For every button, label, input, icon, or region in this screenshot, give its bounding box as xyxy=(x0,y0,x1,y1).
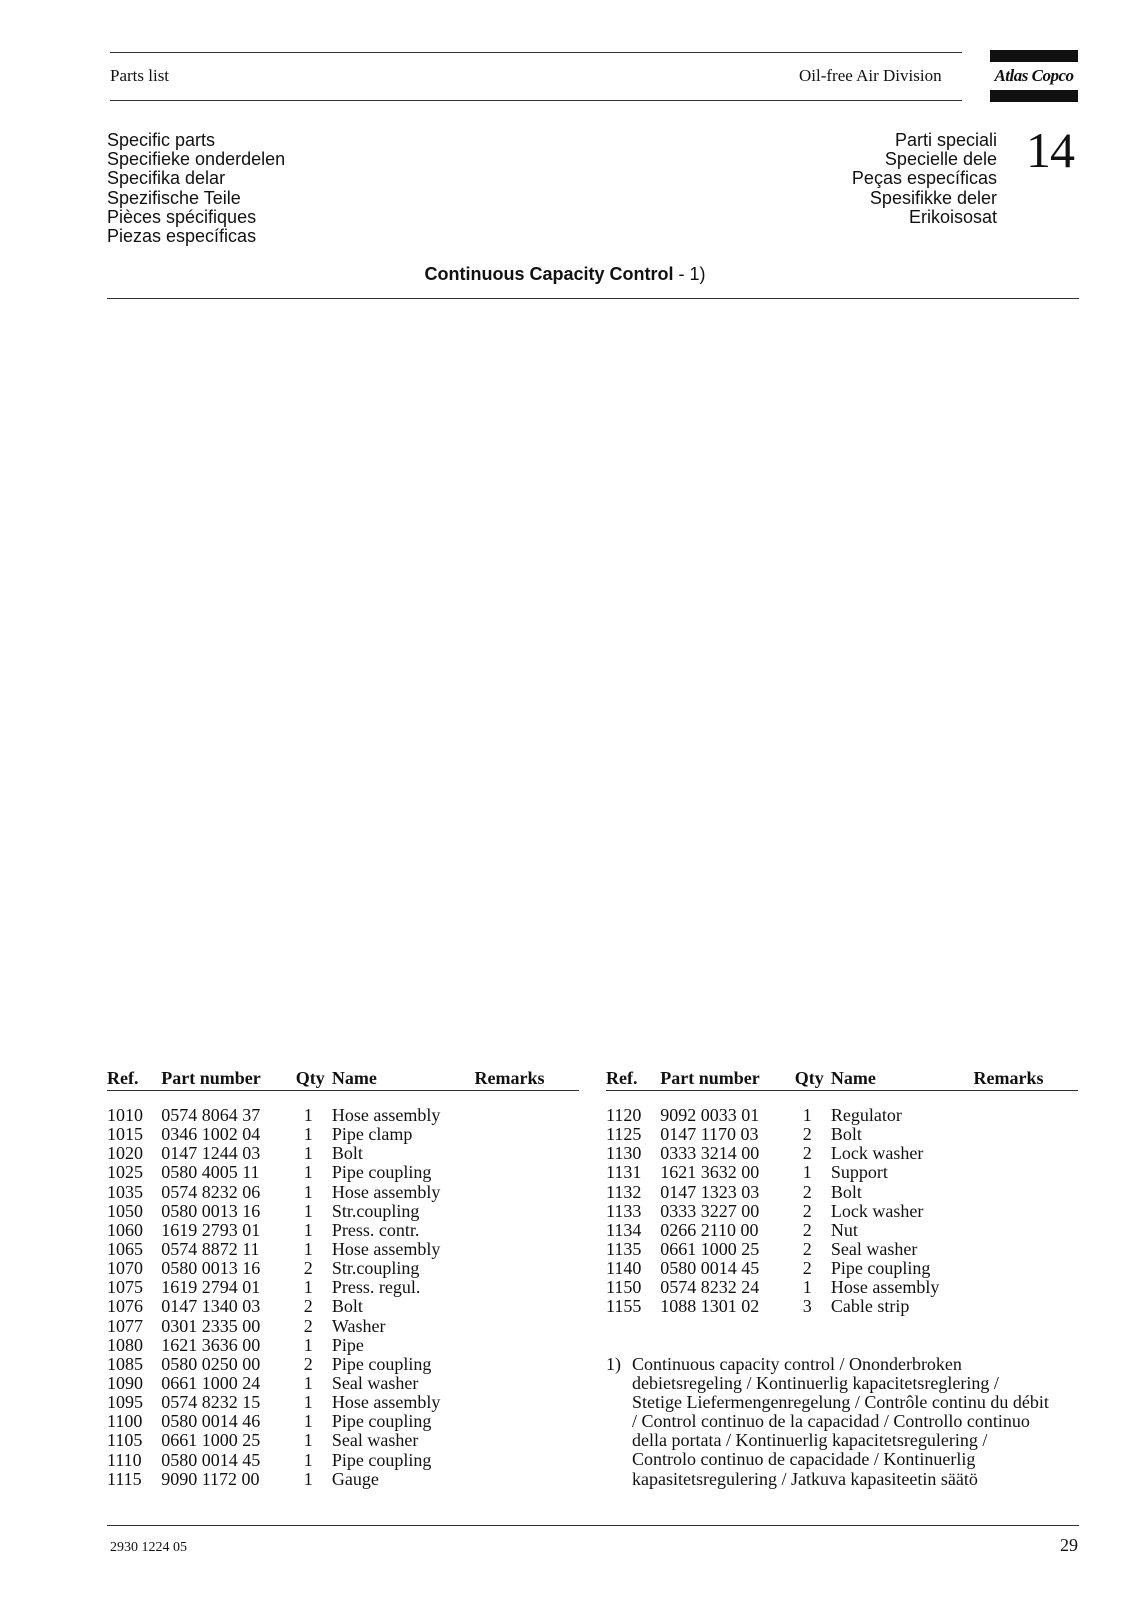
remarks-cell xyxy=(475,1451,579,1470)
section-name: Spezifische Teile xyxy=(107,187,241,208)
remarks-cell xyxy=(475,1355,579,1374)
table-row xyxy=(107,1431,579,1450)
ref-cell: 1025 xyxy=(107,1162,143,1183)
name-cell: Bolt xyxy=(331,1296,363,1317)
spacer-row xyxy=(606,1091,1078,1107)
col-qty: Qty xyxy=(794,1068,824,1088)
name-cell: Hose assembly xyxy=(331,1392,441,1413)
ref-cell: 1125 xyxy=(606,1124,642,1145)
section-name: Piezas específicas xyxy=(107,226,257,247)
ref-cell: 1140 xyxy=(606,1258,642,1279)
spacer-cell xyxy=(107,1091,579,1107)
part-number-cell: 0574 8872 11 xyxy=(161,1238,260,1259)
parts-rows-left xyxy=(107,1091,579,1489)
ref-cell: 1115 xyxy=(107,1468,142,1489)
table-row xyxy=(606,1297,1078,1316)
part-number-cell: 0346 1002 04 xyxy=(161,1124,261,1145)
name-cell: Bolt xyxy=(830,1181,862,1202)
table-row xyxy=(107,1240,579,1259)
table-row xyxy=(606,1106,1078,1125)
ref-cell: 1105 xyxy=(107,1430,143,1451)
name-cell: Press. regul. xyxy=(331,1277,421,1298)
part-number-cell: 0661 1000 25 xyxy=(660,1238,760,1259)
qty-cell: 1 xyxy=(303,1449,313,1470)
table-row xyxy=(107,1221,579,1240)
name-cell: Pipe xyxy=(331,1334,364,1355)
ref-cell: 1070 xyxy=(107,1258,143,1279)
section-name: Erikoisosat xyxy=(908,206,997,227)
part-number-cell: 0580 0013 16 xyxy=(161,1200,261,1221)
logo-bottom-bar xyxy=(990,90,1078,102)
name-cell: Washer xyxy=(331,1315,386,1336)
part-number-cell: 0147 1340 03 xyxy=(161,1296,261,1317)
qty-cell: 1 xyxy=(303,1162,313,1183)
part-number-cell: 0147 1170 03 xyxy=(660,1124,759,1145)
remarks-cell xyxy=(974,1297,1078,1316)
table-row xyxy=(107,1355,579,1374)
remarks-cell xyxy=(974,1144,1078,1163)
qty-cell: 2 xyxy=(802,1124,812,1145)
remarks-cell xyxy=(974,1125,1078,1144)
qty-cell: 1 xyxy=(303,1372,313,1393)
table-row xyxy=(107,1259,579,1278)
remarks-cell xyxy=(475,1297,579,1316)
name-cell: Pipe coupling xyxy=(331,1411,432,1432)
part-number-cell: 0574 8064 37 xyxy=(161,1105,261,1125)
part-number-cell: 0301 2335 00 xyxy=(161,1315,261,1336)
part-number-cell: 1088 1301 02 xyxy=(660,1296,760,1317)
remarks-cell xyxy=(475,1202,579,1221)
qty-cell: 1 xyxy=(303,1277,313,1298)
qty-cell: 2 xyxy=(802,1258,812,1279)
qty-cell: 2 xyxy=(303,1315,313,1336)
col-remarks: Remarks xyxy=(474,1068,545,1088)
page-number: 29 xyxy=(1060,1535,1078,1555)
table-row xyxy=(606,1163,1078,1182)
part-number-cell: 0580 4005 11 xyxy=(161,1162,260,1183)
page-title xyxy=(0,264,1130,285)
table-row xyxy=(606,1183,1078,1202)
section-name: Specific parts xyxy=(107,130,216,150)
qty-cell: 1 xyxy=(303,1143,313,1164)
name-cell: Pipe coupling xyxy=(830,1258,931,1279)
remarks-cell xyxy=(475,1125,579,1144)
name-cell: Hose assembly xyxy=(331,1181,441,1202)
remarks-cell xyxy=(475,1240,579,1259)
remarks-cell xyxy=(475,1183,579,1202)
name-cell: Seal washer xyxy=(331,1372,419,1393)
footnote-line: Controlo continuo de capacidade / Kontinuerlig xyxy=(632,1449,976,1470)
name-cell: Gauge xyxy=(331,1468,379,1489)
logo-top-bar xyxy=(990,50,1078,62)
qty-cell: 2 xyxy=(303,1258,313,1279)
section-names-left xyxy=(107,131,285,246)
qty-cell: 2 xyxy=(802,1238,812,1259)
ref-cell: 1010 xyxy=(107,1105,143,1125)
table-row xyxy=(606,1240,1078,1259)
logo-wordmark: Atlas Copco xyxy=(994,66,1074,85)
part-number-cell: 0661 1000 25 xyxy=(161,1430,261,1451)
part-number-cell: 0574 8232 24 xyxy=(660,1277,760,1298)
qty-cell: 2 xyxy=(303,1296,313,1317)
table-header-row xyxy=(606,1068,1078,1091)
table-row xyxy=(107,1163,579,1182)
table-row xyxy=(107,1470,579,1489)
ref-cell: 1110 xyxy=(107,1449,142,1470)
table-row xyxy=(107,1297,579,1316)
ref-cell: 1077 xyxy=(107,1315,143,1336)
name-cell: Lock washer xyxy=(830,1143,924,1164)
title-rule xyxy=(107,298,1079,299)
ref-cell: 1100 xyxy=(107,1411,143,1432)
col-name: Name xyxy=(830,1068,876,1088)
table-row xyxy=(606,1278,1078,1297)
part-number-cell: 0333 3214 00 xyxy=(660,1143,760,1164)
footnote-line: debietsregeling / Kontinuerlig kapacitetsreglering / xyxy=(632,1373,999,1394)
table-row xyxy=(606,1221,1078,1240)
ref-cell: 1065 xyxy=(107,1238,143,1259)
ref-cell: 1135 xyxy=(606,1238,642,1259)
footnote-line: / Control continuo de la capacidad / Controllo continuo xyxy=(632,1411,1030,1432)
remarks-cell xyxy=(475,1412,579,1431)
qty-cell: 2 xyxy=(303,1353,313,1374)
ref-cell: 1133 xyxy=(606,1200,642,1221)
col-part-number: Part number xyxy=(161,1068,261,1088)
remarks-cell xyxy=(475,1470,579,1489)
table-row xyxy=(107,1336,579,1355)
name-cell: Regulator xyxy=(830,1105,902,1125)
remarks-cell xyxy=(475,1278,579,1297)
col-name: Name xyxy=(331,1068,377,1088)
name-cell: Bolt xyxy=(331,1143,363,1164)
part-number-cell: 9092 0033 01 xyxy=(660,1105,760,1125)
footnote-marker: 1) xyxy=(606,1354,621,1374)
table-header-row xyxy=(107,1068,579,1091)
ref-cell: 1035 xyxy=(107,1181,143,1202)
qty-cell: 3 xyxy=(802,1296,812,1317)
remarks-cell xyxy=(475,1374,579,1393)
remarks-cell xyxy=(974,1240,1078,1259)
section-name: Specifika delar xyxy=(107,168,226,189)
parts-table-right xyxy=(606,1068,1078,1317)
ref-cell: 1050 xyxy=(107,1200,143,1221)
footnote-line: della portata / Kontinuerlig kapacitetsregulering / xyxy=(632,1430,988,1451)
table-row xyxy=(107,1451,579,1470)
table-row xyxy=(107,1317,579,1336)
footnote-line: Continuous capacity control / Ononderbroken xyxy=(632,1354,962,1374)
qty-cell: 1 xyxy=(303,1430,313,1451)
part-number-cell: 9090 1172 00 xyxy=(161,1468,260,1489)
name-cell: Hose assembly xyxy=(331,1238,441,1259)
col-ref: Ref. xyxy=(606,1068,638,1088)
name-cell: Lock washer xyxy=(830,1200,924,1221)
part-number-cell: 0574 8232 15 xyxy=(161,1392,261,1413)
table-row xyxy=(107,1393,579,1412)
col-part-number: Part number xyxy=(660,1068,760,1088)
name-cell: Str.coupling xyxy=(331,1258,420,1279)
remarks-cell xyxy=(475,1393,579,1412)
ref-cell: 1095 xyxy=(107,1392,143,1413)
name-cell: Pipe coupling xyxy=(331,1353,432,1374)
qty-cell: 1 xyxy=(303,1468,313,1489)
document-number: 2930 1224 05 xyxy=(110,1540,187,1555)
name-cell: Cable strip xyxy=(830,1296,910,1317)
section-name: Pièces spécifiques xyxy=(107,206,257,227)
header-division: Oil-free Air Division xyxy=(799,66,942,85)
part-number-cell: 0580 0013 16 xyxy=(161,1258,261,1279)
ref-cell: 1015 xyxy=(107,1124,143,1145)
remarks-cell xyxy=(974,1221,1078,1240)
section-name: Specielle dele xyxy=(884,149,997,170)
atlas-copco-logo xyxy=(990,50,1078,102)
table-row xyxy=(107,1374,579,1393)
footer-rule xyxy=(107,1525,1079,1526)
remarks-cell xyxy=(974,1183,1078,1202)
part-number-cell: 0333 3227 00 xyxy=(660,1200,760,1221)
footnote-line: Stetige Liefermengenregelung / Contrôle continu du débit xyxy=(632,1392,1049,1413)
remarks-cell xyxy=(974,1163,1078,1182)
part-number-cell: 0266 2110 00 xyxy=(660,1219,759,1240)
table-row xyxy=(107,1412,579,1431)
part-number-cell: 0580 0250 00 xyxy=(161,1353,261,1374)
header-bottom-rule xyxy=(110,100,962,101)
name-cell: Pipe coupling xyxy=(331,1449,432,1470)
col-ref: Ref. xyxy=(107,1068,139,1088)
remarks-cell xyxy=(974,1202,1078,1221)
section-name: Peças específicas xyxy=(851,168,997,189)
header-doc-type: Parts list xyxy=(110,66,170,85)
section-names-right xyxy=(852,131,997,227)
table-row xyxy=(107,1278,579,1297)
part-number-cell: 1619 2794 01 xyxy=(161,1277,261,1298)
ref-cell: 1134 xyxy=(606,1219,642,1240)
part-number-cell: 0147 1244 03 xyxy=(161,1143,261,1164)
page-title-suffix: - 1) xyxy=(673,264,706,284)
ref-cell: 1120 xyxy=(606,1105,642,1125)
qty-cell: 1 xyxy=(802,1105,812,1125)
qty-cell: 1 xyxy=(303,1392,313,1413)
part-number-cell: 1619 2793 01 xyxy=(161,1219,261,1240)
name-cell: Pipe coupling xyxy=(331,1162,432,1183)
table-row xyxy=(107,1202,579,1221)
remarks-cell xyxy=(974,1259,1078,1278)
name-cell: Str.coupling xyxy=(331,1200,420,1221)
remarks-cell xyxy=(475,1163,579,1182)
qty-cell: 2 xyxy=(802,1219,812,1240)
page-title-main: Continuous Capacity Control xyxy=(424,264,674,284)
remarks-cell xyxy=(974,1278,1078,1297)
ref-cell: 1020 xyxy=(107,1143,143,1164)
remarks-cell xyxy=(974,1106,1078,1125)
qty-cell: 1 xyxy=(303,1105,313,1125)
remarks-cell xyxy=(475,1431,579,1450)
part-number-cell: 0147 1323 03 xyxy=(660,1181,760,1202)
name-cell: Press. contr. xyxy=(331,1219,420,1240)
spacer-cell xyxy=(606,1091,1078,1107)
ref-cell: 1090 xyxy=(107,1372,143,1393)
qty-cell: 2 xyxy=(802,1200,812,1221)
qty-cell: 1 xyxy=(802,1162,812,1183)
name-cell: Seal washer xyxy=(830,1238,918,1259)
ref-cell: 1132 xyxy=(606,1181,642,1202)
qty-cell: 2 xyxy=(802,1181,812,1202)
parts-table-left xyxy=(107,1068,579,1489)
name-cell: Nut xyxy=(830,1219,858,1240)
qty-cell: 1 xyxy=(802,1277,812,1298)
qty-cell: 1 xyxy=(303,1181,313,1202)
ref-cell: 1080 xyxy=(107,1334,143,1355)
name-cell: Support xyxy=(830,1162,888,1183)
chapter-number: 14 xyxy=(1026,122,1074,178)
part-number-cell: 0580 0014 45 xyxy=(660,1258,760,1279)
footnote-text xyxy=(632,1355,1082,1489)
col-qty: Qty xyxy=(295,1068,325,1088)
footnote xyxy=(606,1355,1082,1489)
qty-cell: 1 xyxy=(303,1200,313,1221)
table-row xyxy=(107,1144,579,1163)
qty-cell: 1 xyxy=(303,1334,313,1355)
remarks-cell xyxy=(475,1221,579,1240)
qty-cell: 1 xyxy=(303,1219,313,1240)
part-number-cell: 1621 3636 00 xyxy=(161,1334,261,1355)
section-name: Specifieke onderdelen xyxy=(107,149,286,170)
footnote-line: kapasitetsregulering / Jatkuva kapasiteetin säätö xyxy=(632,1468,978,1489)
ref-cell: 1085 xyxy=(107,1353,143,1374)
part-number-cell: 0574 8232 06 xyxy=(161,1181,261,1202)
qty-cell: 1 xyxy=(303,1124,313,1145)
remarks-cell xyxy=(475,1144,579,1163)
header-top-rule xyxy=(110,52,962,53)
table-row xyxy=(606,1125,1078,1144)
part-number-cell: 0661 1000 24 xyxy=(161,1372,261,1393)
name-cell: Hose assembly xyxy=(830,1277,940,1298)
qty-cell: 2 xyxy=(802,1143,812,1164)
qty-cell: 1 xyxy=(303,1238,313,1259)
ref-cell: 1076 xyxy=(107,1296,143,1317)
part-number-cell: 0580 0014 46 xyxy=(161,1411,261,1432)
table-row xyxy=(107,1125,579,1144)
ref-cell: 1130 xyxy=(606,1143,642,1164)
table-row xyxy=(107,1183,579,1202)
remarks-cell xyxy=(475,1336,579,1355)
table-row xyxy=(606,1144,1078,1163)
col-remarks: Remarks xyxy=(973,1068,1044,1088)
spacer-row xyxy=(107,1091,579,1107)
parts-rows-right xyxy=(606,1091,1078,1317)
remarks-cell xyxy=(475,1259,579,1278)
part-number-cell: 1621 3632 00 xyxy=(660,1162,760,1183)
qty-cell: 1 xyxy=(303,1411,313,1432)
name-cell: Seal washer xyxy=(331,1430,419,1451)
table-row xyxy=(107,1106,579,1125)
part-number-cell: 0580 0014 45 xyxy=(161,1449,261,1470)
name-cell: Pipe clamp xyxy=(331,1124,413,1145)
ref-cell: 1155 xyxy=(606,1296,642,1317)
section-name: Spesifikke deler xyxy=(869,187,997,208)
ref-cell: 1150 xyxy=(606,1277,642,1298)
ref-cell: 1131 xyxy=(606,1162,642,1183)
section-name: Parti speciali xyxy=(894,130,997,150)
table-row xyxy=(606,1259,1078,1278)
remarks-cell xyxy=(475,1317,579,1336)
ref-cell: 1060 xyxy=(107,1219,143,1240)
remarks-cell xyxy=(475,1106,579,1125)
name-cell: Bolt xyxy=(830,1124,862,1145)
table-row xyxy=(606,1202,1078,1221)
ref-cell: 1075 xyxy=(107,1277,143,1298)
name-cell: Hose assembly xyxy=(331,1105,441,1125)
